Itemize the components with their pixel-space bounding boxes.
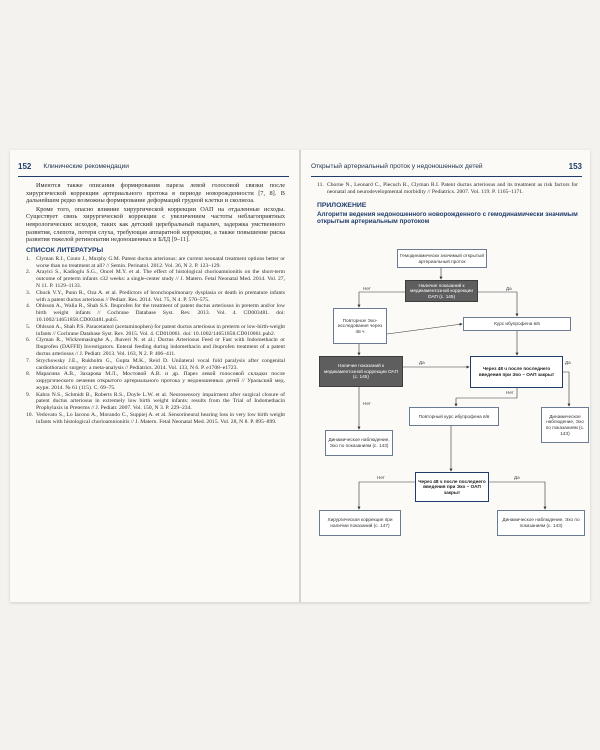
reference-item <box>26 412 285 426</box>
left-page-header <box>18 160 289 172</box>
reference-text: Chock V.Y., Punn R., Oza A. et al. Predictors of bronchopulmonary dysplasia or death in premature infants with a patent ductus arteriosus // Pediatr. Res. 2014. Vol. 75, N 4. P. 570–575. <box>36 289 285 303</box>
connector <box>359 482 415 509</box>
reference-list <box>26 256 285 426</box>
reference-item <box>26 358 285 372</box>
references-heading: СПИСОК ЛИТЕРАТУРЫ <box>26 246 104 254</box>
paragraph: Имеются также описания формирования пареза левой голосовой связки после хирургической коррекции артериального протока в периоде новорожденности [7, 8]. В дальнейшем редко возможны формирование деформаций грудной клетки и сколиоза. <box>26 182 285 205</box>
flow-start-box: Гемодинамически значимый открытый артериальный проток <box>397 249 487 268</box>
reference-text: Ohlsson A., Walia R., Shah S.S. Ibuprofen for the treatment of patent ductus arteriosus in preterm and/or low birth weight infants // Cochrane Database Syst. Rev. 2013. Vol. 4. CD003481. doi: 10.1002/14651858.CD003481.pub5. <box>36 303 285 323</box>
algorithm-title: Алгоритм ведения недоношенного новорожденного с гемодинамически значимым открытым артериальным протоком <box>317 210 578 225</box>
flow-decision-closed-2: Через 48 ч после последнего введения при Эхо – ОАП закрыт <box>415 472 489 502</box>
flow-repeat-ibuprofen: Повторный курс ибупрофена в/в <box>409 407 499 426</box>
connector <box>489 482 545 509</box>
reference-text: Clyman R.I., Couto J., Murphy G.M. Patent ductus arteriosus: are current neonatal treatment options better or worse than no treatment at all? // Semin. Perinatol. 2012. Vol. 36, N 2. P. 123–129. <box>36 255 285 269</box>
flow-label-no: Нет <box>363 286 371 291</box>
flow-decision-medication: Наличие показаний к медикаментозной коррекции ОАП (с. 145) <box>405 280 478 302</box>
reference-item <box>26 256 285 270</box>
reference-text: Chorne N., Leonard C., Piecuch R., Clyman R.I. Patent ductus arteriosus and its treatment as risk factors for neonatal and neurodevelopmental morbidity // Pediatrics. 2007. Vol. 119. P. 1165–1171. <box>327 182 578 195</box>
reference-number: 6. <box>26 337 31 344</box>
reference-item <box>26 303 285 323</box>
reference-text: Strychowsky J.E., Rukholm G., Gupta M.K., Reid D. Unilateral vocal fold paralysis after congenital cardiothoracic surgery: a meta-analysis // Pediatrics. 2014. Vol. 133, N 6. P. e1708–e1723. <box>36 357 285 371</box>
reference-number: 11. <box>317 182 324 188</box>
right-page <box>301 150 590 602</box>
reference-number: 5. <box>26 323 31 330</box>
right-page-number: 153 <box>568 161 582 171</box>
reference-text: Kabra N.S., Schmidt B., Roberts R.S., Doyle L.W. et al. Neurosensory impairment after surgical closure of patent ductus arteriosus in extremely low birth weight infants: results from the Trial of Indomethacin Prophylaxis in Preterms // J. Pediatr. 2007. Vol. 150, N 3. P. 229–234. <box>36 391 285 412</box>
reference-item <box>317 182 578 196</box>
connector <box>563 372 569 406</box>
paragraph: Кроме того, опасно влияние хирургической коррекции ОАП на отдаленные исходы. Существует связь хирургической коррекции с увеличением частоты неблагоприятных неврологических исходов, таких как детский церебральный паралич, задержка умственного развития, слепота, потеря слуха, требующая аппаратной коррекции, а также повышение риска развития тяжелой ретинопатии недоношенных и БЛД [9–11]. <box>26 205 285 244</box>
connector <box>387 324 462 334</box>
flow-surgical-correction: Хирургическая коррекция при наличии показаний (с. 147) <box>319 510 401 536</box>
connector <box>478 292 517 316</box>
flow-label-no: Нет <box>377 475 385 480</box>
reference-item <box>26 324 285 338</box>
reference-text: Ohlsson A., Shah P.S. Paracetamol (acetaminophen) for patent ductus arteriosus in preterm or low-birth-weight infants // Cochrane Database Syst. Rev. 2015. Vol. 4. CD010061. doi: 10.1002/14651858.CD010061.pub2. <box>36 323 285 337</box>
algorithm-flowchart <box>301 246 590 596</box>
reference-number: 10. <box>26 412 33 419</box>
left-header-title: Клинические рекомендации <box>43 162 129 170</box>
flow-decision-closed-1: Через 48 ч после последнего введения при Эхо – ОАП закрыт <box>470 356 563 388</box>
right-header-rule <box>311 176 582 177</box>
flow-label-no: Нет <box>363 401 371 406</box>
flow-label-no: Нет <box>506 390 514 395</box>
reference-item <box>26 290 285 304</box>
left-column <box>26 182 285 426</box>
book-spread <box>10 150 590 602</box>
flow-label-yes: Да <box>419 360 425 365</box>
flow-decision-medication-repeat: Наличие показаний к медикаментозной коррекции ОАП (с. 145) <box>319 356 403 387</box>
flow-label-yes: Да <box>565 360 571 365</box>
connector <box>359 292 405 307</box>
reference-item <box>26 337 285 357</box>
left-page <box>10 150 299 602</box>
reference-number: 8. <box>26 371 31 378</box>
reference-number: 1. <box>26 255 31 262</box>
flow-label-yes: Да <box>506 286 512 291</box>
left-page-number: 152 <box>18 161 32 171</box>
reference-item <box>26 392 285 412</box>
flow-dynamic-observation: Динамическое наблюдение, Эхо по показаниям (с. 143) <box>497 510 585 536</box>
right-column <box>317 182 578 229</box>
flow-dynamic-observation: Динамическое наблюдение, Эхо по показаниям (с. 143) <box>325 430 393 456</box>
left-header-rule <box>18 176 289 177</box>
right-header-title: Открытый артериальный проток у недоношенных детей <box>311 162 483 170</box>
flow-label-yes: Да <box>514 475 520 480</box>
reference-text: Марасина А.В., Захарова М.Л., Мостовой А.В. и др. Парез левой голосовой складки после хирургического лечения открытого артериального протока у недоношенных детей // Уральский мед. журн. 2014. № 61 (115). С. 69–75. <box>36 371 285 391</box>
flow-repeat-echo: Повторное Эхо-исследования через 48 ч <box>333 308 387 344</box>
reference-text: Arayici S., Kadioglu S.G., Oncel M.Y. et al. The effect of histological chorioamnionitis on the short-term outcome of preterm infants ≤32 weeks: a single-center study // J. Matern. Fetal Neonatal Med. 2014. Vol. 27, N 11. P. 1129–1133. <box>36 269 285 289</box>
flow-dynamic-observation: Динамическое наблюдение, Эхо по показаниям (с. 143) <box>541 407 589 443</box>
appendix-heading: ПРИЛОЖЕНИЕ <box>317 201 367 209</box>
reference-number: 7. <box>26 357 31 364</box>
reference-text: Clyman R., Wickremasinghe A., Jhaveri N. et al.; Ductus Arteriosus Feed or Fast with Indomethacin or Ibuprofen (DAFFII) Investigators. Enteral feeding during indomethacin and ibuprofen treatment of a patent ductus arteriosus // J. Pediatr. 2013. Vol. 163, N 2. P. 406–411. <box>36 337 285 357</box>
reference-number: 9. <box>26 391 31 398</box>
reference-number: 4. <box>26 303 31 310</box>
flow-ibuprofen-course: Курс ибупрофена в/в <box>463 317 571 331</box>
reference-number: 3. <box>26 289 31 296</box>
reference-item <box>26 269 285 289</box>
right-page-header <box>311 160 582 172</box>
reference-item <box>26 371 285 391</box>
reference-text: Vedovato S., Lo Iacono A., Morando C., Suppiej A. et al. Sensorineural hearing loss in very low birth weight infants with histological chorioamnionitis // J. Matern. Fetal Neonatal Med. 2015. Vol. 28, N 8. P. 895–899. <box>36 412 285 425</box>
reference-number: 2. <box>26 269 31 276</box>
